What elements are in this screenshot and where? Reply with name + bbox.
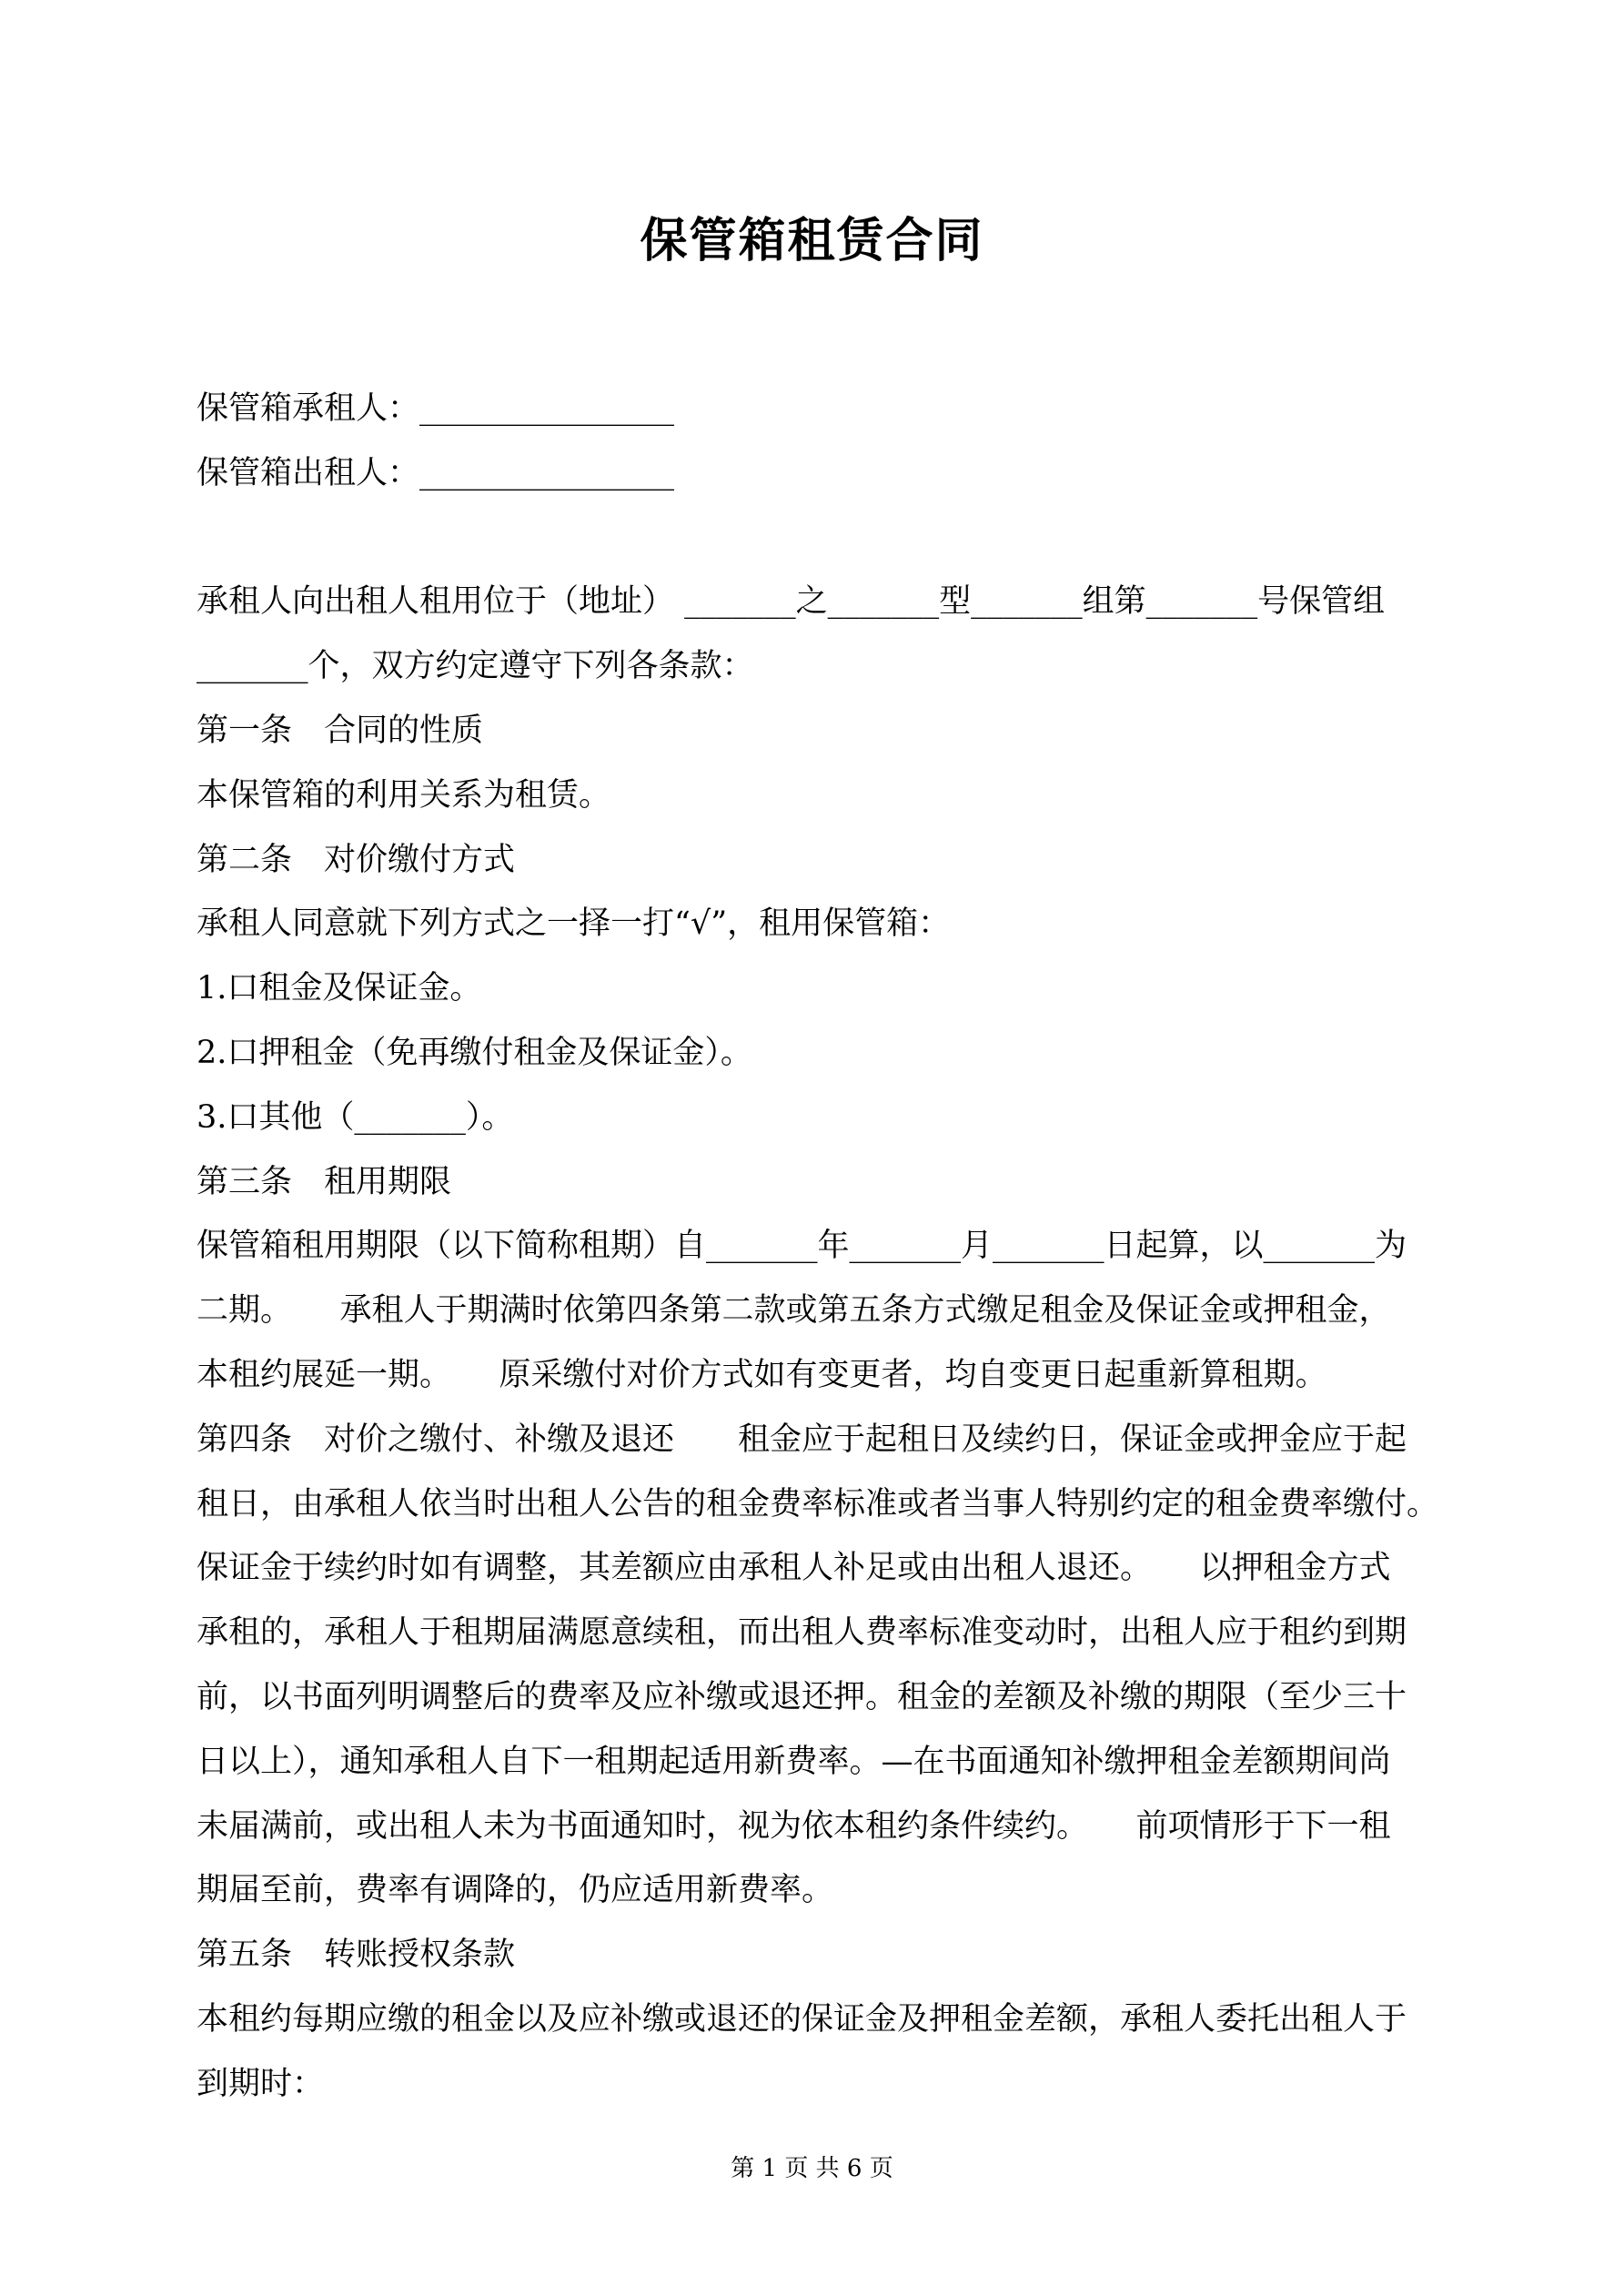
text-line: 前，以书面列明调整后的费率及应补缴或退还押。租金的差额及补缴的期限（至少三十 — [197, 1678, 1407, 1715]
text-line: 第一条 合同的性质 — [197, 712, 484, 749]
text-line: _______个，双方约定遵守下列各条款： — [197, 648, 754, 685]
text-line: 保管箱承租人：________________ — [197, 390, 675, 427]
text-line: 第四条 对价之缴付、补缴及退还 租金应于起租日及续约日，保证金或押金应于起 — [197, 1421, 1407, 1458]
text-line: 未届满前，或出租人未为书面通知时，视为依本租约条件续约。 前项情形于下一租 — [197, 1807, 1391, 1845]
document-title: 保管箱租赁合同 — [640, 213, 984, 268]
blank-line — [197, 506, 1488, 571]
text-line: 承租人同意就下列方式之一择一打“√”，租用保管箱： — [197, 905, 951, 943]
text-line: 第三条 租用期限 — [197, 1163, 452, 1200]
text-line: 日以上），通知承租人自下一租期起适用新费率。—在书面通知补缴押租金差额期间尚 — [197, 1743, 1391, 1780]
text-line: 2.口押租金（免再缴付租金及保证金）。 — [197, 1034, 752, 1071]
page-number: 第 1 页 共 6 页 — [731, 2155, 893, 2182]
text-line: 承租的，承租人于租期届满愿意续租，而出租人费率标准变动时，出租人应于租约到期 — [197, 1614, 1407, 1652]
text-line: 本租约每期应缴的租金以及应补缴或退还的保证金及押租金差额，承租人委托出租人于 — [197, 2000, 1407, 2038]
text-line: 保管箱出租人：________________ — [197, 454, 675, 491]
text-line: 1.口租金及保证金。 — [197, 970, 482, 1007]
text-line: 第五条 转账授权条款 — [197, 1937, 516, 1974]
text-line: 租日，由承租人依当时出租人公告的租金费率标准或者当事人特别约定的租金费率缴付。 — [197, 1485, 1439, 1522]
text-line: 保管箱租用期限（以下简称租期）自_______年_______月_______日起算，以_______为 — [197, 1228, 1407, 1265]
text-line: 到期时： — [197, 2065, 325, 2102]
text-line: 保证金于续约时如有调整，其差额应由承租人补足或由出租人退还。 以押租金方式 — [197, 1550, 1391, 1587]
text-line: 期届至前，费率有调降的，仍应适用新费率。 — [197, 1872, 834, 1909]
text-line: 二期。 承租人于期满时依第四条第二款或第五条方式缴足租金及保证金或押租金， — [197, 1292, 1391, 1330]
text-line: 第二条 对价缴付方式 — [197, 841, 516, 878]
text-line: 承租人向出租人租用位于（地址） _______之_______型_______组第_______号保管组 — [197, 583, 1386, 621]
text-line: 3.口其他（_______）。 — [197, 1098, 514, 1136]
document-body — [197, 377, 1488, 2117]
text-line: 本保管箱的利用关系为租赁。 — [197, 776, 611, 814]
text-line: 本租约展延一期。 原采缴付对价方式如有变更者，均自变更日起重新算租期。 — [197, 1356, 1327, 1393]
